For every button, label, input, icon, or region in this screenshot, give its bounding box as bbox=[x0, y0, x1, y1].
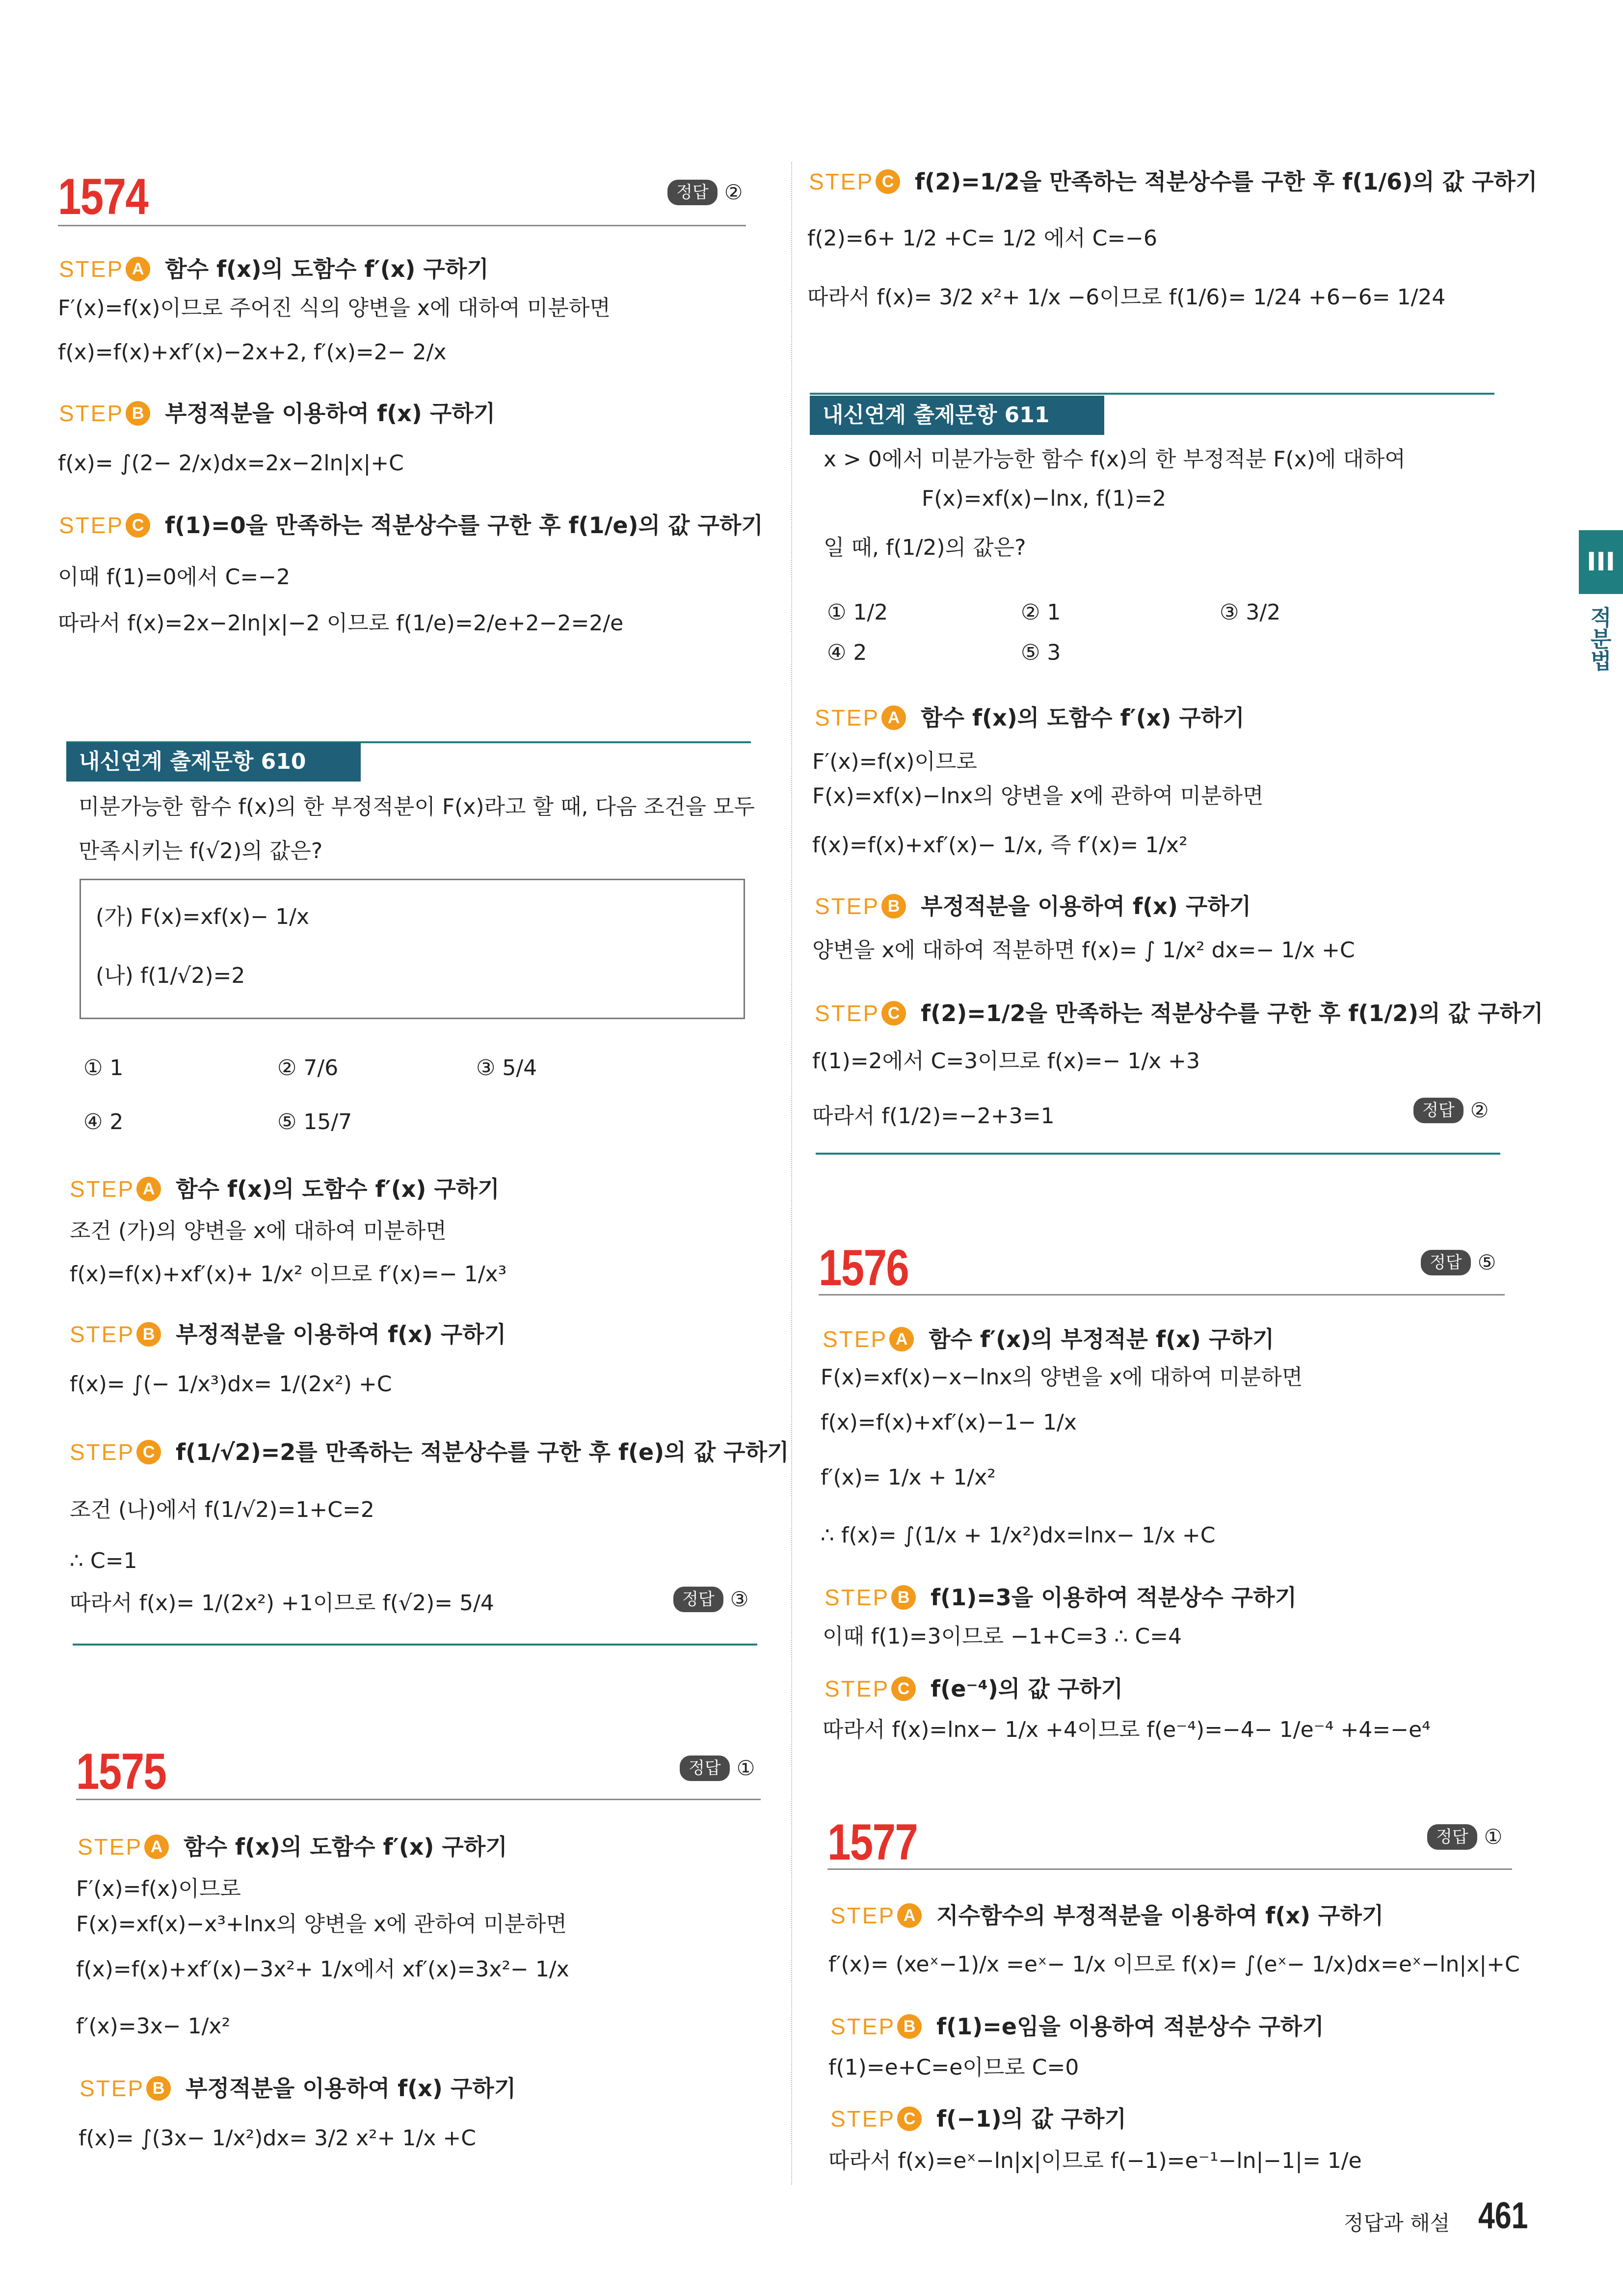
step-word: STEP bbox=[815, 893, 880, 919]
answer-value: ① bbox=[736, 1756, 755, 1780]
step-word: STEP bbox=[70, 1176, 135, 1202]
step-c-heading bbox=[815, 999, 1543, 1028]
step-badge: B bbox=[136, 1322, 161, 1347]
step-title: f(1)=e임을 이용하여 적분상수 구하기 bbox=[936, 2013, 1324, 2040]
solution-line: f(x)=f(x)+xf′(x)+ 1/x² 이므로 f′(x)=− 1/x³ bbox=[70, 1262, 507, 1287]
step-badge: A bbox=[144, 1835, 169, 1859]
answer-value: ② bbox=[724, 180, 743, 204]
solution-line: f(1)=e+C=e이므로 C=0 bbox=[828, 2055, 1079, 2080]
solution-line: 조건 (가)의 양변을 x에 대하여 미분하면 bbox=[70, 1218, 447, 1243]
step-badge: A bbox=[126, 257, 150, 281]
answer-label: 정답 bbox=[673, 1587, 723, 1612]
banner-rule bbox=[810, 393, 1494, 395]
step-a-heading bbox=[70, 1174, 500, 1204]
solution-line: 따라서 f(x)=eˣ−ln|x|이므로 f(−1)=e⁻¹−ln|−1|= 1/e bbox=[828, 2148, 1362, 2173]
step-title: f(1/√2)=2를 만족하는 적분상수를 구한 후 f(e)의 값 구하기 bbox=[176, 1439, 789, 1465]
step-word: STEP bbox=[830, 1903, 896, 1928]
answer-badge bbox=[673, 1587, 748, 1612]
step-a-heading bbox=[78, 1832, 507, 1862]
solution-line: f(x)= ∫(2− 2/x)dx=2x−2ln|x|+C bbox=[58, 451, 404, 476]
divider bbox=[58, 225, 746, 226]
divider bbox=[819, 1294, 1505, 1296]
solution-line: 따라서 f(x)= 1/(2x²) +1이므로 f(√2)= 5/4 bbox=[70, 1591, 494, 1616]
answer-option: ① 1 bbox=[83, 1055, 124, 1080]
step-b-heading bbox=[59, 399, 495, 428]
solution-line: F′(x)=f(x)이므로 bbox=[812, 749, 977, 774]
chapter-tab-label: 적분법 bbox=[1586, 606, 1611, 671]
answer-option: ⑤ 15/7 bbox=[277, 1109, 352, 1134]
step-badge: A bbox=[889, 1327, 914, 1351]
answer-label: 정답 bbox=[1427, 1824, 1477, 1850]
solution-line: 따라서 f(x)= 3/2 x²+ 1/x −6이므로 f(1/6)= 1/24 +6−6= 1/24 bbox=[807, 285, 1446, 310]
answer-badge bbox=[1421, 1250, 1496, 1275]
answer-option: ③ 3/2 bbox=[1220, 600, 1281, 625]
solution-line: 이때 f(1)=0에서 C=−2 bbox=[58, 565, 291, 590]
answer-value: ① bbox=[1484, 1825, 1503, 1849]
step-word: STEP bbox=[823, 1326, 888, 1352]
solution-line: ∴ C=1 bbox=[70, 1548, 137, 1573]
footer-label: 정답과 해설 bbox=[1344, 2211, 1450, 2235]
step-word: STEP bbox=[825, 1676, 890, 1702]
step-title: 함수 f(x)의 도함수 f′(x) 구하기 bbox=[184, 1834, 507, 1860]
step-c-heading bbox=[70, 1437, 789, 1467]
step-badge: C bbox=[136, 1440, 161, 1464]
solution-line: f(x)=f(x)+xf′(x)− 1/x, 즉 f′(x)= 1/x² bbox=[812, 833, 1188, 858]
answer-option: ⑤ 3 bbox=[1021, 640, 1061, 665]
problem-number: 1574 bbox=[58, 168, 148, 225]
question-text: 미분가능한 함수 f(x)의 한 부정적분이 F(x)라고 할 때, 다음 조건을 모두 bbox=[79, 794, 755, 819]
step-title: 부정적분을 이용하여 f(x) 구하기 bbox=[921, 893, 1251, 919]
step-title: f(2)=1/2을 만족하는 적분상수를 구한 후 f(1/2)의 값 구하기 bbox=[921, 1000, 1543, 1026]
step-a-heading bbox=[830, 1901, 1384, 1930]
answer-label: 정답 bbox=[1421, 1250, 1471, 1275]
step-title: f(1)=3을 이용하여 적분상수 구하기 bbox=[931, 1584, 1297, 1611]
divider bbox=[827, 1868, 1512, 1870]
step-word: STEP bbox=[59, 256, 124, 282]
step-b-heading bbox=[830, 2012, 1324, 2041]
answer-option: ③ 5/4 bbox=[476, 1055, 537, 1080]
question-text: 만족시키는 f(√2)의 값은? bbox=[79, 838, 323, 864]
problem-number: 1575 bbox=[76, 1743, 166, 1800]
solution-line: f(x)=f(x)+xf′(x)−1− 1/x bbox=[821, 1410, 1077, 1435]
solution-line: f(x)= ∫(− 1/x³)dx= 1/(2x²) +C bbox=[70, 1372, 392, 1397]
answer-option: ② 7/6 bbox=[277, 1055, 339, 1080]
column-divider bbox=[791, 162, 792, 2185]
question-text: x > 0에서 미분가능한 함수 f(x)의 한 부정적분 F(x)에 대하여 bbox=[824, 447, 1406, 472]
divider bbox=[76, 1799, 761, 1800]
answer-option: ① 1/2 bbox=[827, 600, 888, 625]
solution-line: f(x)=f(x)+xf′(x)−2x+2, f′(x)=2− 2/x bbox=[58, 340, 447, 365]
solution-line: 따라서 f(x)=lnx− 1/x +4이므로 f(e⁻⁴)=−4− 1/e⁻⁴ +4=−e⁴ bbox=[823, 1717, 1431, 1742]
solution-line: 이때 f(1)=3이므로 −1+C=3 ∴ C=4 bbox=[823, 1624, 1182, 1649]
step-badge: B bbox=[146, 2076, 171, 2101]
step-c-heading bbox=[809, 167, 1537, 196]
answer-option: ④ 2 bbox=[827, 640, 867, 665]
question-text: F(x)=xf(x)−lnx, f(1)=2 bbox=[922, 486, 1167, 511]
step-badge: A bbox=[897, 1903, 922, 1928]
solution-line: f(x)=f(x)+xf′(x)−3x²+ 1/x에서 xf′(x)=3x²− 1/x bbox=[76, 1957, 569, 1982]
section-end-rule bbox=[73, 1644, 757, 1646]
step-b-heading bbox=[70, 1320, 506, 1349]
step-word: STEP bbox=[825, 1585, 890, 1610]
step-badge: B bbox=[897, 2014, 922, 2039]
step-title: 부정적분을 이용하여 f(x) 구하기 bbox=[165, 400, 496, 427]
solution-line: f′(x)=3x− 1/x² bbox=[76, 2014, 231, 2039]
solution-line: f(2)=6+ 1/2 +C= 1/2 에서 C=−6 bbox=[807, 226, 1158, 251]
step-title: f(2)=1/2을 만족하는 적분상수를 구한 후 f(1/6)의 값 구하기 bbox=[915, 168, 1538, 195]
related-problem-banner: 내신연계 출제문항 610 bbox=[66, 742, 361, 782]
answer-label: 정답 bbox=[667, 180, 718, 205]
step-b-heading bbox=[815, 891, 1251, 921]
solution-line: f′(x)= (xeˣ−1)/x =eˣ− 1/x 이므로 f(x)= ∫(eˣ− 1/x)dx=eˣ−ln|x|+C bbox=[828, 1952, 1520, 1977]
chapter-tab: III bbox=[1579, 530, 1623, 594]
page-number: 461 bbox=[1478, 2195, 1528, 2237]
problem-number: 1576 bbox=[819, 1240, 909, 1297]
answer-value: ③ bbox=[730, 1587, 749, 1611]
step-badge: A bbox=[136, 1177, 161, 1201]
step-title: 지수함수의 부정적분을 이용하여 f(x) 구하기 bbox=[936, 1902, 1384, 1929]
related-problem-banner: 내신연계 출제문항 611 bbox=[810, 396, 1104, 435]
step-b-heading bbox=[80, 2074, 516, 2103]
conditions-box bbox=[80, 879, 745, 1019]
solution-line: 따라서 f(x)=2x−2ln|x|−2 이므로 f(1/e)=2/e+2−2=2/e bbox=[58, 611, 624, 636]
step-badge: C bbox=[876, 169, 900, 194]
answer-label: 정답 bbox=[680, 1756, 730, 1781]
solution-line: 양변을 x에 대하여 적분하면 f(x)= ∫ 1/x² dx=− 1/x +C bbox=[812, 938, 1355, 963]
solution-line: F(x)=xf(x)−x−lnx의 양변을 x에 대하여 미분하면 bbox=[821, 1365, 1303, 1390]
step-word: STEP bbox=[78, 1834, 143, 1860]
step-a-heading bbox=[815, 703, 1245, 732]
step-badge: B bbox=[881, 894, 906, 918]
step-title: f(1)=0을 만족하는 적분상수를 구한 후 f(1/e)의 값 구하기 bbox=[165, 512, 763, 539]
answer-value: ⑤ bbox=[1477, 1250, 1496, 1274]
answer-badge bbox=[1413, 1098, 1489, 1123]
solution-line: F′(x)=f(x)이므로 주어진 식의 양변을 x에 대하여 미분하면 bbox=[58, 296, 611, 321]
step-c-heading bbox=[825, 1674, 1123, 1703]
step-title: 부정적분을 이용하여 f(x) 구하기 bbox=[186, 2075, 516, 2102]
step-a-heading bbox=[59, 254, 489, 284]
answer-option: ④ 2 bbox=[83, 1109, 124, 1134]
section-end-rule bbox=[816, 1153, 1500, 1155]
solution-line: f′(x)= 1/x + 1/x² bbox=[821, 1465, 996, 1490]
step-word: STEP bbox=[80, 2076, 145, 2101]
step-badge: B bbox=[891, 1585, 916, 1610]
solution-line: 조건 (나)에서 f(1/√2)=1+C=2 bbox=[70, 1497, 374, 1522]
answer-badge bbox=[680, 1756, 755, 1781]
problem-number: 1577 bbox=[827, 1814, 918, 1871]
answer-badge bbox=[667, 180, 743, 205]
question-text: 일 때, f(1/2)의 값은? bbox=[824, 535, 1026, 560]
answer-option: ② 1 bbox=[1021, 600, 1061, 625]
step-title: 부정적분을 이용하여 f(x) 구하기 bbox=[176, 1321, 506, 1348]
step-word: STEP bbox=[815, 1000, 880, 1026]
solution-line: F(x)=xf(x)−x³+lnx의 양변을 x에 관하여 미분하면 bbox=[76, 1912, 567, 1937]
step-badge: A bbox=[881, 705, 906, 730]
step-badge: C bbox=[891, 1676, 916, 1701]
step-title: 함수 f(x)의 도함수 f′(x) 구하기 bbox=[176, 1176, 500, 1202]
solution-line: 따라서 f(1/2)=−2+3=1 bbox=[812, 1104, 1055, 1129]
step-badge: C bbox=[897, 2107, 922, 2131]
step-b-heading bbox=[825, 1583, 1297, 1612]
step-title: f(−1)의 값 구하기 bbox=[936, 2106, 1126, 2132]
step-word: STEP bbox=[815, 705, 880, 730]
step-word: STEP bbox=[59, 513, 124, 538]
step-title: 함수 f(x)의 도함수 f′(x) 구하기 bbox=[921, 704, 1245, 731]
solution-line: ∴ f(x)= ∫(1/x + 1/x²)dx=lnx− 1/x +C bbox=[821, 1523, 1216, 1548]
step-badge: C bbox=[881, 1001, 906, 1026]
step-word: STEP bbox=[809, 169, 874, 194]
step-badge: C bbox=[126, 513, 150, 538]
step-word: STEP bbox=[59, 401, 124, 426]
step-title: f(e⁻⁴)의 값 구하기 bbox=[931, 1675, 1123, 1702]
step-title: 함수 f′(x)의 부정적분 f(x) 구하기 bbox=[929, 1326, 1275, 1352]
step-word: STEP bbox=[830, 2014, 896, 2039]
answer-value: ② bbox=[1470, 1098, 1489, 1122]
step-word: STEP bbox=[830, 2106, 896, 2132]
step-badge: B bbox=[126, 401, 150, 426]
answer-label: 정답 bbox=[1413, 1098, 1463, 1123]
step-c-heading bbox=[59, 511, 763, 540]
condition-item: (나) f(1/√2)=2 bbox=[96, 963, 245, 988]
solution-line: F′(x)=f(x)이므로 bbox=[76, 1876, 241, 1901]
step-c-heading bbox=[830, 2104, 1126, 2134]
step-word: STEP bbox=[70, 1439, 135, 1465]
solution-line: f(x)= ∫(3x− 1/x²)dx= 3/2 x²+ 1/x +C bbox=[79, 2126, 476, 2151]
answer-badge bbox=[1427, 1824, 1502, 1850]
step-a-heading bbox=[823, 1324, 1274, 1354]
solution-line: F(x)=xf(x)−lnx의 양변을 x에 관하여 미분하면 bbox=[812, 783, 1264, 809]
solution-line: f(1)=2에서 C=3이므로 f(x)=− 1/x +3 bbox=[812, 1049, 1200, 1074]
step-title: 함수 f(x)의 도함수 f′(x) 구하기 bbox=[165, 256, 489, 282]
condition-item: (가) F(x)=xf(x)− 1/x bbox=[96, 904, 309, 929]
step-word: STEP bbox=[70, 1322, 135, 1347]
